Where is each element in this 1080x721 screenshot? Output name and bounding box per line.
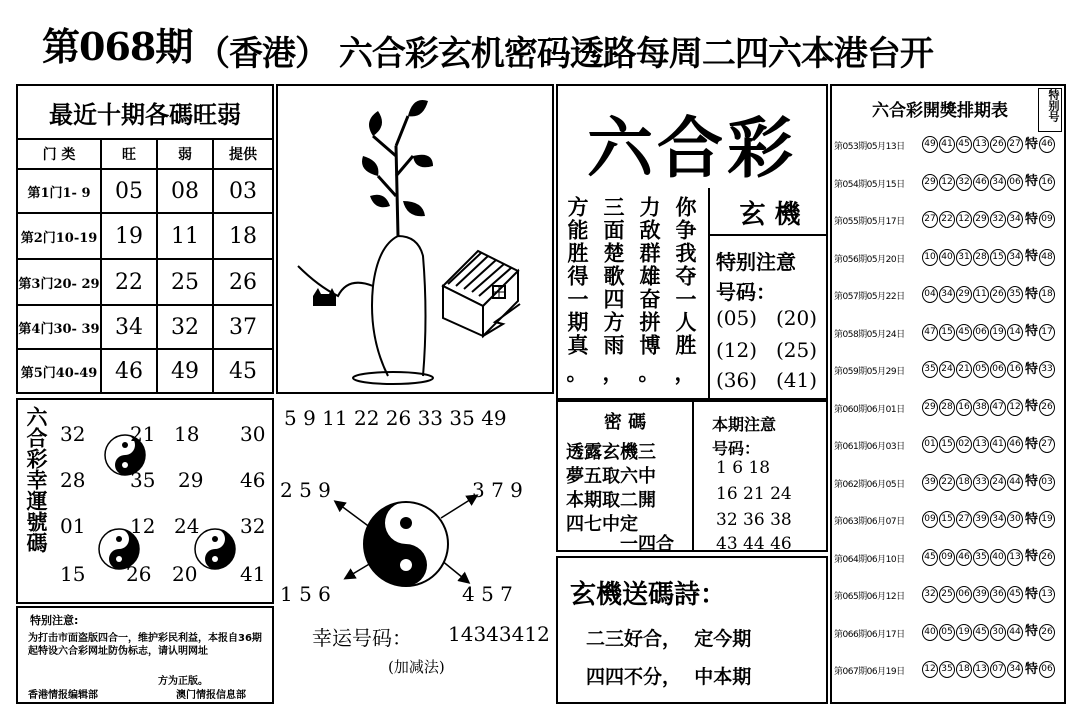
history-ball: 29: [922, 399, 938, 416]
cell-value: 11: [171, 223, 199, 249]
history-ball: 18: [956, 661, 972, 678]
history-ball: 32: [990, 211, 1006, 228]
poem2-line: 二三好合， 定今期: [586, 628, 752, 650]
logo-text: 六合彩: [587, 109, 797, 187]
lucky-num: 35: [130, 468, 156, 492]
history-row: [834, 547, 1056, 567]
history-special-ball: 18: [1039, 286, 1055, 303]
history-special-ball: 27: [1039, 436, 1055, 453]
history-ball: 19: [990, 324, 1006, 341]
history-row: [834, 397, 1056, 417]
bagua-lucky-value: 14343412: [448, 622, 550, 646]
history-ball: 01: [922, 436, 938, 453]
attention-label: 号码：: [712, 439, 761, 458]
lucky-num: 01: [60, 514, 86, 538]
history-ball: 18: [956, 474, 972, 491]
history-ball: 12: [956, 211, 972, 228]
lucky-num: 26: [126, 562, 152, 586]
history-special-ball: 33: [1039, 361, 1055, 378]
lucky-panel: [16, 398, 274, 604]
history-row: [834, 209, 1056, 229]
history-date: 第056期05月20日: [834, 254, 905, 265]
cell-value: 45: [229, 358, 257, 384]
poem2-title: 玄機送碼詩：: [570, 580, 727, 610]
history-ball: 36: [990, 586, 1006, 603]
history-ball: 44: [1007, 474, 1023, 491]
row-label: 第2门10-19: [20, 230, 98, 246]
attention-panel: [694, 400, 828, 552]
history-ball: 07: [990, 661, 1006, 678]
history-row: [834, 622, 1056, 642]
cell-value: 19: [115, 223, 143, 249]
history-row: [834, 247, 1056, 267]
issue-number: 第068期: [42, 24, 193, 69]
history-ball: 27: [922, 211, 938, 228]
lucky-num: 32: [60, 422, 86, 446]
history-ball: 34: [1007, 249, 1023, 266]
history-ball: 44: [1007, 624, 1023, 641]
history-ball: 45: [973, 624, 989, 641]
history-ball: 06: [990, 361, 1006, 378]
history-special-ball: 48: [1039, 249, 1055, 266]
poem-punct: 。: [566, 360, 588, 385]
history-special-ball: 17: [1039, 324, 1055, 341]
history-ball: 34: [990, 511, 1006, 528]
history-ball: 45: [956, 324, 972, 341]
history-ball: 35: [922, 361, 938, 378]
history-row: [834, 172, 1056, 192]
history-ball: 06: [1007, 174, 1023, 191]
cell-value: 32: [171, 314, 199, 340]
history-ball: 22: [939, 211, 955, 228]
history-ball: 24: [990, 474, 1006, 491]
header-provide: 提供: [229, 147, 257, 163]
bagua-method: (加减法): [388, 658, 445, 676]
bagua-panel: [276, 398, 554, 704]
history-special-ball: 26: [1039, 399, 1055, 416]
attention-row: 16 21 24: [716, 484, 792, 504]
bagua-lucky-label: 幸运号码：: [312, 626, 412, 650]
history-ball: 29: [922, 174, 938, 191]
history-date: 第054期05月15日: [834, 179, 905, 190]
history-ball: 28: [973, 249, 989, 266]
code-line: 四七中定: [566, 514, 638, 535]
history-special-word: 特: [1025, 174, 1039, 189]
history-ball: 27: [1007, 136, 1023, 153]
poem-col: [670, 196, 700, 396]
history-date: 第058期05月24日: [834, 329, 905, 340]
history-row: [834, 509, 1056, 529]
history-ball: 13: [1007, 549, 1023, 566]
lucky-num: 18: [174, 422, 200, 446]
history-ball: 12: [939, 174, 955, 191]
bagua-br-numbers: 4 5 7: [462, 582, 513, 606]
history-ball: 26: [990, 286, 1006, 303]
poem-line: 方能胜得一期真: [565, 196, 590, 357]
history-date: 第053期05月13日: [834, 142, 905, 152]
history-ball: 16: [1007, 361, 1023, 378]
history-date: 第063期06月07日: [834, 517, 905, 527]
history-ball: 02: [956, 436, 972, 453]
history-ball: 35: [973, 549, 989, 566]
logo-panel: [556, 84, 828, 192]
history-special-word: 特: [1025, 136, 1039, 152]
poem-line: 力敌群雄奋拼博: [637, 196, 662, 357]
cell-value: 18: [229, 223, 257, 249]
history-row: [834, 472, 1056, 492]
special-num: (36): [716, 368, 758, 392]
history-special-ball: 19: [1039, 511, 1055, 528]
history-ball: 47: [922, 324, 938, 341]
history-special-ball: 06: [1039, 661, 1055, 678]
history-date: 第057期05月22日: [834, 292, 905, 302]
history-ball: 33: [973, 474, 989, 491]
history-ball: 41: [990, 436, 1006, 453]
lucky-num: 29: [178, 468, 204, 492]
notice-foot-right: 澳门情报信息部: [176, 690, 246, 701]
history-ball: 05: [939, 624, 955, 641]
cell-value: 46: [115, 358, 143, 384]
history-ball: 09: [939, 549, 955, 566]
history-special-ball: 16: [1039, 174, 1055, 191]
code-line: 一四合: [620, 534, 674, 555]
history-special-word: 特: [1025, 211, 1039, 227]
history-ball: 40: [939, 249, 955, 266]
lucky-num: 30: [240, 422, 266, 446]
lucky-num: 41: [240, 562, 266, 586]
history-ball: 26: [990, 136, 1006, 153]
history-ball: 22: [939, 474, 955, 491]
history-ball: 40: [922, 624, 938, 641]
header-hot: 旺: [122, 147, 136, 163]
history-ball: 29: [956, 286, 972, 303]
history-ball: 34: [990, 174, 1006, 191]
cell-value: 08: [171, 178, 199, 204]
history-row: [834, 584, 1056, 604]
history-ball: 47: [990, 399, 1006, 416]
lucky-label: 六合彩幸運號碼: [24, 406, 49, 553]
history-row: [834, 659, 1056, 679]
poem-col: [634, 196, 664, 396]
history-ball: 06: [956, 586, 972, 603]
history-ball: 35: [1007, 286, 1023, 303]
history-special-ball: 26: [1039, 549, 1055, 566]
special-title: 特别注意: [716, 250, 796, 274]
history-special-word: 特: [1025, 624, 1039, 639]
poem2-panel: [556, 556, 828, 704]
attention-row: 32 36 38: [716, 510, 792, 530]
lucky-num: 24: [174, 514, 200, 538]
cell-value: 37: [229, 314, 257, 340]
history-special-ball: 09: [1039, 211, 1055, 228]
history-row: [834, 134, 1056, 154]
history-special-word: 特: [1025, 661, 1039, 677]
special-num: (41): [776, 368, 818, 392]
lucky-num: 20: [172, 562, 198, 586]
history-special-word: 特: [1025, 474, 1039, 489]
history-ball: 28: [939, 399, 955, 416]
history-ball: 13: [973, 661, 989, 678]
lucky-num: 21: [130, 422, 156, 446]
history-ball: 46: [1007, 436, 1023, 453]
table-title: 最近十期各碼旺弱: [49, 99, 241, 129]
header-cold: 弱: [178, 147, 192, 163]
history-special-ball: 46: [1039, 136, 1055, 153]
history-ball: 49: [922, 136, 938, 153]
lucky-num: 12: [130, 514, 156, 538]
bagua-top-numbers: 5 9 11 22 26 33 35 49: [284, 406, 507, 430]
poem-col: [598, 196, 628, 396]
poem-punct: 。: [638, 360, 660, 385]
history-special-ball: 26: [1039, 624, 1055, 641]
attention-row: 1 6 18: [716, 458, 771, 478]
xuanji-label: 玄 機: [739, 199, 801, 230]
lucky-num: 46: [240, 468, 266, 492]
page-title: （香港） 六合彩玄机密码透路每周二四六本港台开: [196, 34, 933, 74]
notice-title: 特别注意:: [30, 614, 79, 627]
history-date: 第061期06月03日: [834, 442, 905, 452]
cell-value: 22: [115, 269, 143, 295]
notice-panel: [16, 606, 274, 704]
history-special-ball: 03: [1039, 474, 1055, 491]
notice-sign: 方为正版。: [158, 676, 208, 687]
history-ball: 30: [990, 624, 1006, 641]
history-ball: 45: [1007, 586, 1023, 603]
lucky-num: 15: [60, 562, 86, 586]
cell-value: 05: [115, 178, 143, 204]
cell-value: 03: [229, 178, 257, 204]
history-ball: 35: [939, 661, 955, 678]
history-special-word: 特: [1025, 249, 1039, 264]
header-category: 门 类: [42, 147, 76, 163]
history-special-word: 特: [1025, 324, 1039, 339]
cell-value: 25: [171, 269, 199, 295]
picture-panel: [276, 84, 554, 394]
row-label: 第4门30- 39: [18, 321, 100, 337]
lucky-num: 28: [60, 468, 86, 492]
notice-foot-left: 香港情报编辑部: [28, 690, 98, 701]
bagua-right-numbers: 3 7 9: [472, 478, 523, 502]
history-date: 第067期06月19日: [834, 667, 905, 677]
history-date: 第064期06月10日: [834, 554, 905, 565]
history-ball: 41: [939, 136, 955, 153]
history-ball: 15: [939, 436, 955, 453]
history-ball: 15: [939, 324, 955, 341]
history-ball: 25: [939, 586, 955, 603]
history-ball: 46: [956, 549, 972, 566]
poem-col: [562, 196, 592, 396]
history-ball: 16: [956, 399, 972, 416]
special-num: (05): [716, 306, 758, 330]
special-num: (20): [776, 306, 818, 330]
history-date: 第065期06月12日: [834, 592, 905, 602]
history-ball: 14: [1007, 324, 1023, 341]
history-ball: 39: [973, 511, 989, 528]
row-label: 第1门1- 9: [27, 185, 91, 201]
history-ball: 46: [973, 174, 989, 191]
history-ball: 06: [973, 324, 989, 341]
poem-panel: [556, 192, 828, 400]
history-date: 第059期05月29日: [834, 367, 905, 377]
history-ball: 29: [973, 211, 989, 228]
history-special-word: 特: [1025, 586, 1039, 602]
poem2-line: 四四不分， 中本期: [586, 666, 752, 688]
lucky-num: 32: [240, 514, 266, 538]
special-label: 号码：: [716, 280, 776, 304]
history-special-word: 特: [1025, 549, 1039, 564]
history-ball: 39: [922, 474, 938, 491]
history-special-word: 特: [1025, 436, 1039, 452]
code-panel: [556, 400, 694, 555]
history-ball: 13: [973, 436, 989, 453]
code-line: 透露玄機三: [566, 442, 656, 463]
history-ball: 31: [956, 249, 972, 266]
poem-punct: ，: [602, 360, 624, 385]
poem-line: 三面楚歌四方雨: [601, 196, 626, 357]
history-row: [834, 434, 1056, 454]
history-ball: 19: [956, 624, 972, 641]
plant-house-illustration: [278, 86, 552, 392]
history-date: 第066期06月17日: [834, 629, 905, 640]
history-ball: 27: [956, 511, 972, 528]
bagua-left-numbers: 2 5 9: [280, 478, 331, 502]
history-ball: 05: [973, 361, 989, 378]
row-label: 第3门20- 29: [18, 276, 100, 292]
hot-cold-table: [16, 84, 274, 394]
code-line: 本期取二開: [566, 490, 656, 511]
code-line: 夢五取六中: [566, 466, 656, 487]
row-label: 第5门40-49: [20, 365, 98, 381]
history-ball: 30: [1007, 511, 1023, 528]
cell-value: 26: [229, 269, 257, 295]
attention-row: 43 44 46: [716, 534, 792, 554]
history-special-word: 特: [1025, 361, 1039, 377]
history-ball: 21: [956, 361, 972, 378]
history-ball: 32: [956, 174, 972, 191]
history-title: 六合彩開獎排期表: [872, 101, 1008, 121]
special-num: (25): [776, 338, 818, 362]
history-ball: 13: [973, 136, 989, 153]
history-ball: 34: [1007, 661, 1023, 678]
history-ball: 10: [922, 249, 938, 266]
history-special-word: 特: [1025, 511, 1039, 527]
history-panel: [830, 84, 1066, 704]
history-row: [834, 359, 1056, 379]
history-ball: 04: [922, 286, 938, 303]
history-ball: 45: [956, 136, 972, 153]
code-title: 密 碼: [603, 412, 647, 433]
history-special-word: 特: [1025, 286, 1039, 302]
history-ball: 09: [922, 511, 938, 528]
special-num: (12): [716, 338, 758, 362]
notice-body: 为打击市面盗版四合一，维护彩民利益，本报自36期起特设六合彩网址防伪标志，请认明网址: [28, 633, 262, 657]
history-ball: 39: [973, 586, 989, 603]
history-ball: 32: [922, 586, 938, 603]
history-ball: 38: [973, 399, 989, 416]
history-ball: 12: [922, 661, 938, 678]
history-special-ball: 13: [1039, 586, 1055, 603]
poem-punct: ，: [674, 360, 696, 385]
bagua-bl-numbers: 1 5 6: [280, 582, 331, 606]
history-ball: 34: [939, 286, 955, 303]
poem-line: 你争我夺一人胜: [673, 196, 698, 357]
history-ball: 34: [1007, 211, 1023, 228]
history-ball: 45: [922, 549, 938, 566]
bagua-arrows: [276, 398, 554, 638]
cell-value: 49: [171, 358, 199, 384]
history-ball: 40: [990, 549, 1006, 566]
history-row: [834, 322, 1056, 342]
cell-value: 34: [115, 314, 143, 340]
history-ball: 12: [1007, 399, 1023, 416]
history-date: 第060期06月01日: [834, 404, 905, 415]
history-ball: 15: [990, 249, 1006, 266]
attention-title: 本期注意: [712, 415, 777, 434]
history-ball: 11: [973, 286, 989, 303]
history-row: [834, 284, 1056, 304]
history-tag: 特别号: [1038, 88, 1062, 132]
history-special-word: 特: [1025, 399, 1039, 414]
history-ball: 24: [939, 361, 955, 378]
history-ball: 15: [939, 511, 955, 528]
yinyang-icon: [194, 528, 236, 570]
history-date: 第055期05月17日: [834, 217, 905, 227]
history-date: 第062期06月05日: [834, 479, 905, 490]
